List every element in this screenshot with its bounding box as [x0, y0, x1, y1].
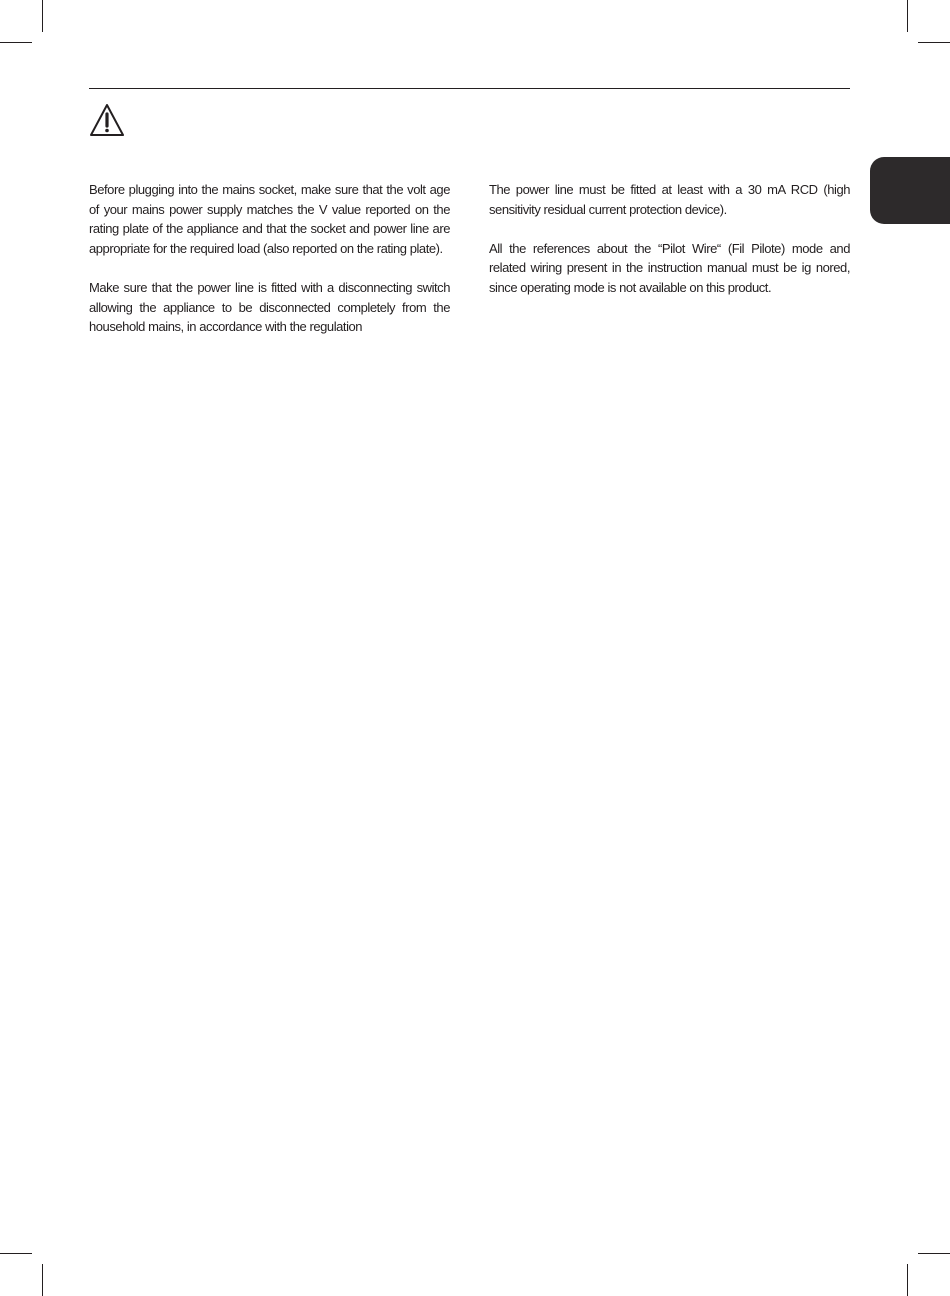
left-paragraph-voltage: Before plugging into the mains socket, make sure that the volt age of your mains power supply matches the V value reported on the rating plate of the appliance and that the socket and power line are appropriate for the required load (also reported on the rating plate).: [89, 182, 450, 256]
crop-mark-bottom-right-vertical: [907, 1264, 908, 1296]
crop-mark-bottom-left-horizontal: [0, 1253, 32, 1254]
crop-mark-top-right-horizontal: [918, 42, 950, 43]
header-rule: [89, 88, 850, 89]
left-text-column: [89, 180, 450, 356]
right-paragraph-rcd: The power line must be fitted at least with a 30 mA RCD (high sensitivity residual current protection device).: [489, 182, 850, 217]
crop-mark-bottom-right-horizontal: [918, 1253, 950, 1254]
section-side-tab: [870, 157, 950, 224]
crop-mark-top-left-horizontal: [0, 42, 32, 43]
warning-triangle-icon: [89, 103, 125, 137]
right-text-column: [489, 180, 850, 317]
crop-mark-bottom-left-vertical: [42, 1264, 43, 1296]
crop-mark-top-right-vertical: [907, 0, 908, 32]
left-paragraph-disconnecting-switch: Make sure that the power line is fitted with a disconnecting switch allowing the appliance to be disconnected completely from the household mains, in accordance with the regulation: [89, 279, 450, 335]
right-paragraph-pilot-wire: All the references about the “Pilot Wire“ (Fil Pilote) mode and related wiring present in the instruction manual must be ig nored, since operating mode is not available on this product.: [489, 240, 850, 295]
crop-mark-top-left-vertical: [42, 0, 43, 32]
